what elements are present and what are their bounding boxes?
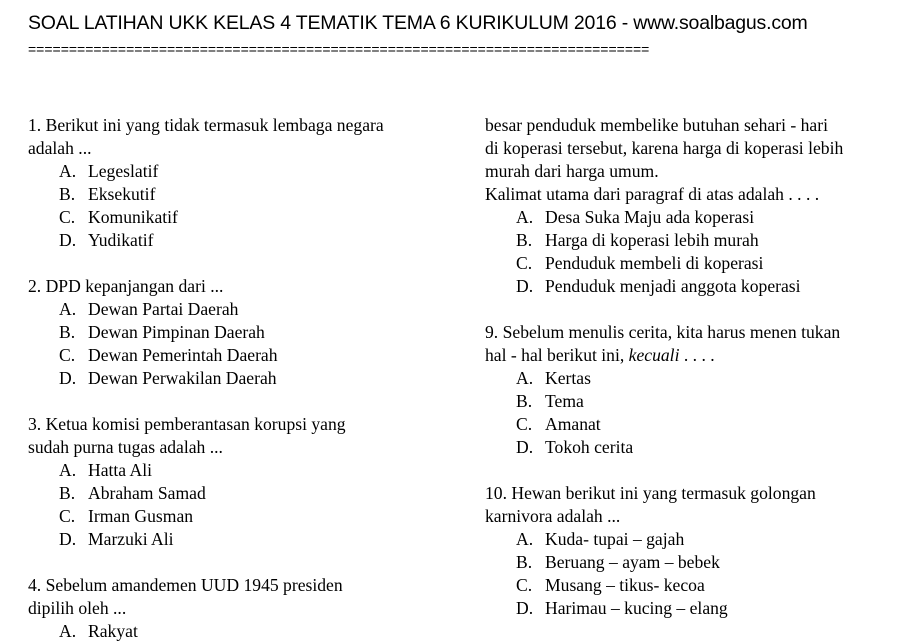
question-text: besar penduduk membelike butuhan sehari - hari bbox=[485, 115, 828, 135]
option-a: A. Rakyat bbox=[59, 621, 138, 641]
option-d: D. Yudikatif bbox=[59, 230, 154, 250]
option-b: B. Tema bbox=[516, 391, 584, 411]
option-a: A. Kertas bbox=[516, 368, 591, 388]
question-1 bbox=[28, 114, 458, 252]
left-column bbox=[28, 114, 458, 643]
question-10 bbox=[485, 482, 905, 620]
question-text: adalah ... bbox=[28, 138, 92, 158]
question-2 bbox=[28, 275, 458, 390]
option-c: C. Amanat bbox=[516, 414, 601, 434]
option-b: B. Beruang – ayam – bebek bbox=[516, 552, 720, 572]
question-text: hal - hal berikut ini, kecuali . . . . bbox=[485, 345, 715, 365]
right-column bbox=[485, 114, 905, 620]
question-text: karnivora adalah ... bbox=[485, 506, 621, 526]
question-4 bbox=[28, 574, 458, 643]
question-text: 10. Hewan berikut ini yang termasuk golongan bbox=[485, 483, 816, 503]
option-d: D. Tokoh cerita bbox=[516, 437, 634, 457]
emphasis-text: kecuali bbox=[628, 345, 680, 365]
option-b: B. Eksekutif bbox=[59, 184, 156, 204]
option-a: A. Hatta Ali bbox=[59, 460, 153, 480]
option-a: A. Legeslatif bbox=[59, 161, 159, 181]
option-d: D. Dewan Perwakilan Daerah bbox=[59, 368, 277, 388]
page-title: SOAL LATIHAN UKK KELAS 4 TEMATIK TEMA 6 KURIKULUM 2016 - www.soalbagus.com bbox=[28, 12, 808, 34]
option-d: D. Marzuki Ali bbox=[59, 529, 174, 549]
option-c: C. Penduduk membeli di koperasi bbox=[516, 253, 764, 273]
option-d: D. Harimau – kucing – elang bbox=[516, 598, 728, 618]
question-text: 9. Sebelum menulis cerita, kita harus menen tukan bbox=[485, 322, 841, 342]
question-9 bbox=[485, 321, 905, 459]
option-a: A. Desa Suka Maju ada koperasi bbox=[516, 207, 755, 227]
question-3 bbox=[28, 413, 458, 551]
question-text: 4. Sebelum amandemen UUD 1945 presiden bbox=[28, 575, 343, 595]
question-text: 3. Ketua komisi pemberantasan korupsi yang bbox=[28, 414, 346, 434]
option-c: C. Komunikatif bbox=[59, 207, 178, 227]
question-text: murah dari harga umum. bbox=[485, 161, 659, 181]
title-divider: ============================================================================ bbox=[28, 41, 650, 57]
question-text: sudah purna tugas adalah ... bbox=[28, 437, 223, 457]
option-b: B. Abraham Samad bbox=[59, 483, 206, 503]
option-b: B. Harga di koperasi lebih murah bbox=[516, 230, 759, 250]
question-text: 2. DPD kepanjangan dari ... bbox=[28, 276, 224, 296]
question-text: Kalimat utama dari paragraf di atas adalah . . . . bbox=[485, 184, 820, 204]
question-text: 1. Berikut ini yang tidak termasuk lembaga negara bbox=[28, 115, 384, 135]
option-c: C. Dewan Pemerintah Daerah bbox=[59, 345, 278, 365]
question-text: di koperasi tersebut, karena harga di koperasi lebih bbox=[485, 138, 844, 158]
question-8-continued bbox=[485, 114, 905, 298]
option-c: C. Musang – tikus- kecoa bbox=[516, 575, 705, 595]
option-a: A. Dewan Partai Daerah bbox=[59, 299, 239, 319]
option-d: D. Penduduk menjadi anggota koperasi bbox=[516, 276, 801, 296]
option-a: A. Kuda- tupai – gajah bbox=[516, 529, 685, 549]
option-b: B. Dewan Pimpinan Daerah bbox=[59, 322, 265, 342]
question-text: dipilih oleh ... bbox=[28, 598, 127, 618]
option-c: C. Irman Gusman bbox=[59, 506, 194, 526]
